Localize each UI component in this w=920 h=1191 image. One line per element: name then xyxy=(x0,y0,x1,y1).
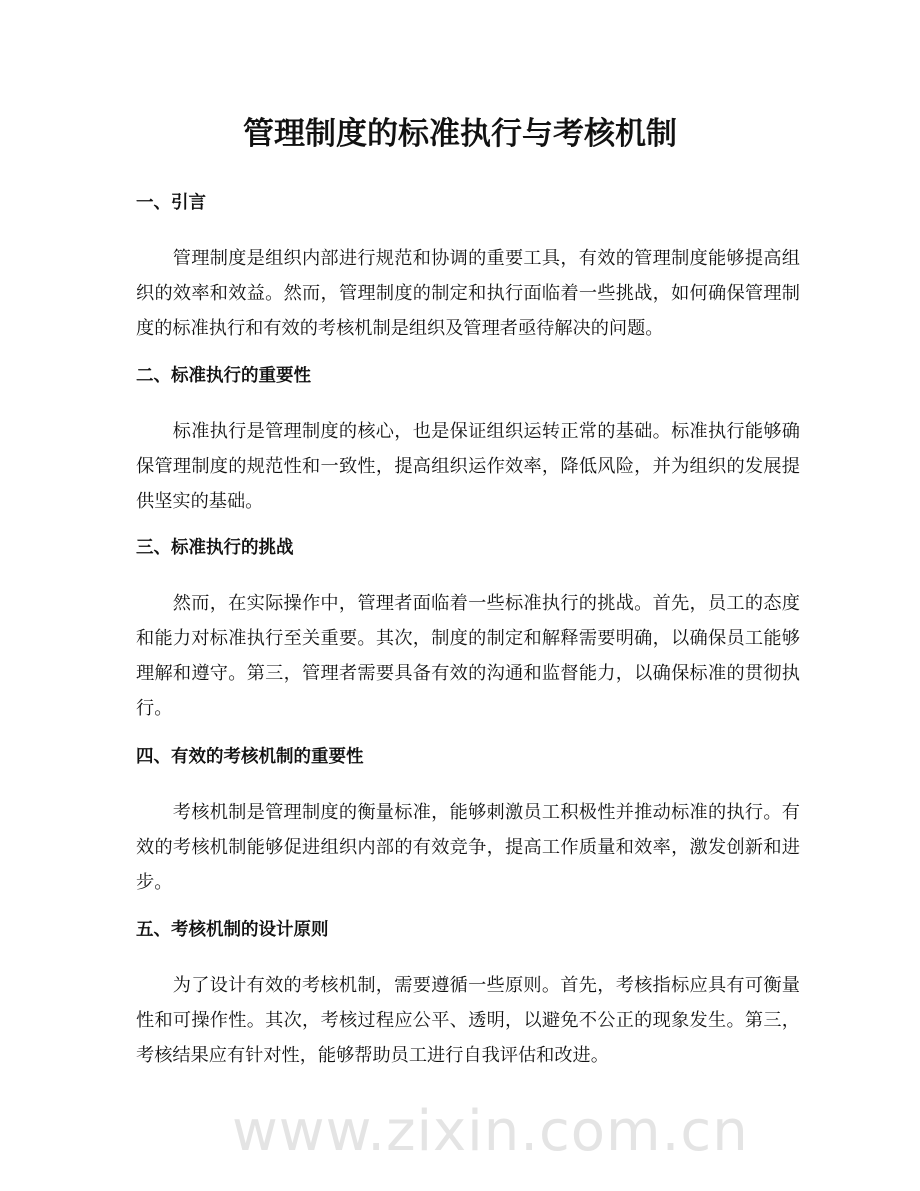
section-paragraph xyxy=(136,241,800,346)
section-paragraph xyxy=(136,414,800,519)
paragraph-line: 行。 xyxy=(136,698,173,719)
section-paragraph xyxy=(136,795,800,900)
paragraph-line: 为了设计有效的考核机制，需要遵循一些原则。首先，考核指标应具有可衡量 xyxy=(172,975,800,996)
paragraph-line: 考核机制是管理制度的衡量标准，能够刺激员工积极性并推动标准的执行。有 xyxy=(172,802,800,823)
paragraph-line: 步。 xyxy=(136,872,173,893)
section-paragraph xyxy=(136,586,800,726)
section-heading: 一、引言 xyxy=(136,193,206,213)
paragraph-line: 保管理制度的规范性和一致性，提高组织运作效率，降低风险，并为组织的发展提 xyxy=(136,456,800,477)
section-paragraph xyxy=(136,968,800,1073)
paragraph-line: 和能力对标准执行至关重要。其次，制度的制定和解释需要明确，以确保员工能够 xyxy=(136,628,800,649)
paragraph-line: 标准执行是管理制度的核心，也是保证组织运转正常的基础。标准执行能够确 xyxy=(172,421,800,442)
paragraph-line: 然而，在实际操作中，管理者面临着一些标准执行的挑战。首先，员工的态度 xyxy=(172,593,800,614)
paragraph-line: 效的考核机制能够促进组织内部的有效竞争，提高工作质量和效率，激发创新和进 xyxy=(136,837,800,858)
paragraph-line: 考核结果应有针对性，能够帮助员工进行自我评估和改进。 xyxy=(136,1045,609,1066)
paragraph-line: 性和可操作性。其次，考核过程应公平、透明，以避免不公正的现象发生。第三， xyxy=(136,1010,800,1031)
document-title: 管理制度的标准执行与考核机制 xyxy=(243,116,677,152)
watermark: www.zixin.com.cn xyxy=(232,1099,749,1164)
paragraph-line: 理解和遵守。第三，管理者需要具备有效的沟通和监督能力，以确保标准的贯彻执 xyxy=(136,663,800,684)
paragraph-line: 度的标准执行和有效的考核机制是组织及管理者亟待解决的问题。 xyxy=(136,318,664,339)
section-heading: 四、有效的考核机制的重要性 xyxy=(136,747,364,767)
paragraph-line: 供坚实的基础。 xyxy=(136,491,264,512)
paragraph-line: 织的效率和效益。然而，管理制度的制定和执行面临着一些挑战，如何确保管理制 xyxy=(136,283,800,304)
section-heading: 三、标准执行的挑战 xyxy=(136,538,294,558)
paragraph-line: 管理制度是组织内部进行规范和协调的重要工具，有效的管理制度能够提高组 xyxy=(172,248,800,269)
section-heading: 二、标准执行的重要性 xyxy=(136,366,311,386)
section-heading: 五、考核机制的设计原则 xyxy=(136,920,329,940)
